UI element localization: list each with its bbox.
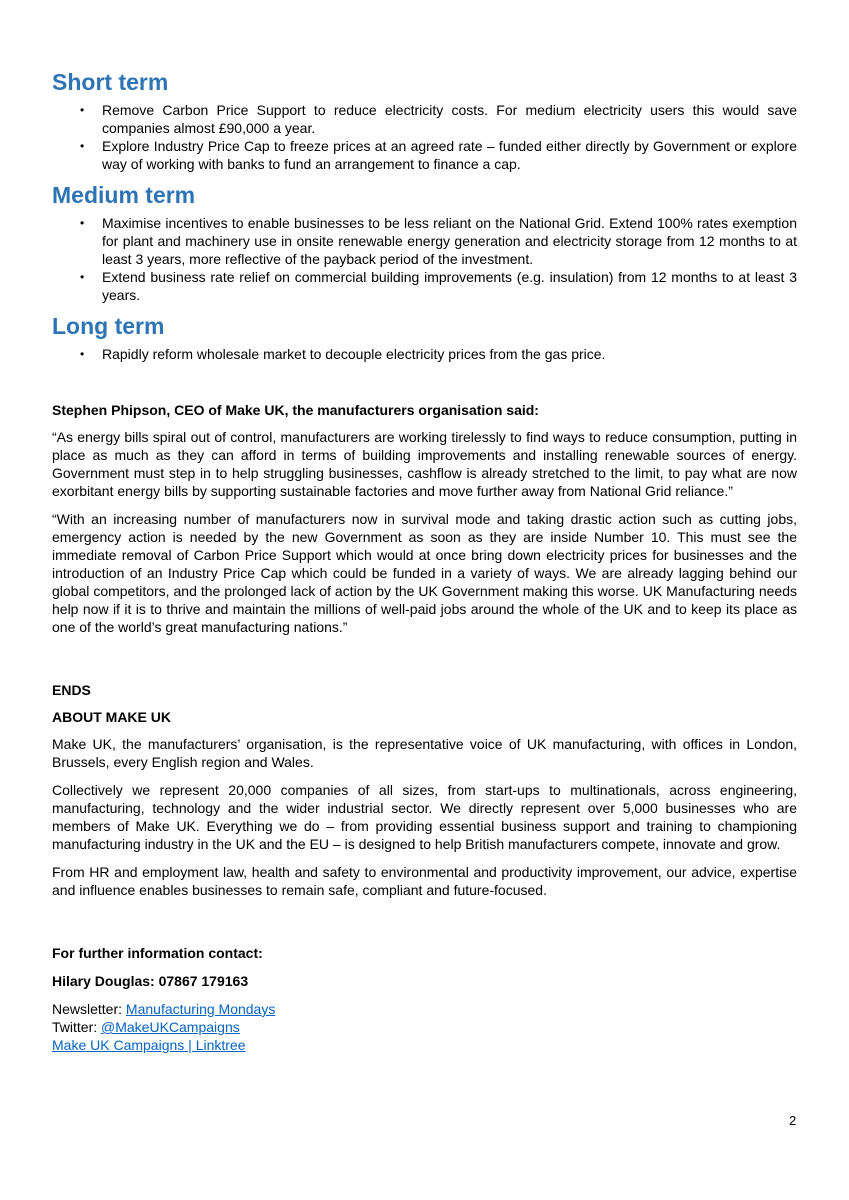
list-item: • Maximise incentives to enable businesses to be less reliant on the National Grid. Extend 100% rates exemption for plant and machinery use in onsite renewable energy generation and electricity storage from 12 months to at least 3 years, more reflective of the payback period of the investment.: [80, 215, 797, 267]
long-term-list: [52, 345, 797, 363]
twitter-link[interactable]: @MakeUKCampaigns: [101, 1019, 240, 1035]
bullet-icon: •: [80, 270, 85, 284]
list-item: • Rapidly reform wholesale market to decouple electricity prices from the gas price.: [80, 346, 606, 362]
quote-intro: Stephen Phipson, CEO of Make UK, the manufacturers organisation said:: [52, 402, 539, 418]
ends-label: ENDS: [52, 682, 91, 698]
quote-paragraph-2: “With an increasing number of manufacturers now in survival mode and taking drastic action such as cutting jobs, emergency action is needed by the new Government as soon as they are inside Number 10. This must see the immediate removal of Carbon Price Support which would at once bring down electricity prices for businesses and the introduction of an Industry Price Cap which could be funded in a variety of ways. We are already lagging behind our global competitors, and the prolonged lack of action by the UK Government making this worse. UK Manufacturing needs help now if it is to thrive and maintain the millions of well-paid jobs around the whole of the UK and to keep its place as one of the world’s great manufacturing nations.”: [52, 511, 797, 635]
bullet-icon: •: [80, 216, 85, 230]
about-paragraph-2: Collectively we represent 20,000 companies of all sizes, from start-ups to multinationals, across engineering, manufacturing, technology and the wider industrial sector. We directly represent over 5,000 businesses who are members of Make UK. Everything we do – from providing essential business support and training to championing manufacturing industry in the UK and the EU – is designed to help British manufacturers compete, innovate and grow.: [52, 782, 797, 852]
short-term-heading: Short term: [52, 69, 169, 95]
bullet-icon: •: [80, 347, 85, 361]
list-item: • Extend business rate relief on commercial building improvements (e.g. insulation) from 12 months to at least 3 years.: [80, 269, 797, 303]
about-paragraph-3: From HR and employment law, health and safety to environmental and productivity improvement, our advice, expertise and influence enables businesses to remain safe, compliant and future-focused.: [52, 864, 797, 898]
contact-heading: For further information contact:: [52, 945, 263, 961]
contact-person: Hilary Douglas: 07867 179163: [52, 973, 249, 989]
about-paragraph-1: Make UK, the manufacturers’ organisation, is the representative voice of UK manufacturing, with offices in London, Brussels, every English region and Wales.: [52, 736, 797, 770]
medium-term-heading: Medium term: [52, 182, 196, 208]
newsletter-link[interactable]: Manufacturing Mondays: [125, 1001, 276, 1017]
short-term-list: [52, 101, 797, 173]
linktree-link[interactable]: Make UK Campaigns | Linktree: [52, 1037, 246, 1053]
document-page: [52, 66, 797, 1054]
list-item: • Remove Carbon Price Support to reduce electricity costs. For medium electricity users this would save companies almost £90,000 a year.: [80, 102, 797, 136]
medium-term-list: [52, 214, 797, 304]
newsletter-line: Newsletter: Manufacturing Mondays: [52, 1001, 276, 1017]
page-number: 2: [789, 1113, 797, 1128]
twitter-line: Twitter: @MakeUKCampaigns: [52, 1019, 240, 1035]
bullet-icon: •: [80, 139, 85, 153]
linktree-line: [52, 1036, 797, 1054]
about-heading: ABOUT MAKE UK: [52, 709, 171, 725]
long-term-heading: Long term: [52, 313, 165, 339]
list-item: • Explore Industry Price Cap to freeze prices at an agreed rate – funded either directly by Government or explore way of working with banks to fund an arrangement to finance a cap.: [80, 138, 797, 172]
quote-paragraph-1: “As energy bills spiral out of control, manufacturers are working tirelessly to find ways to reduce consumption, putting in place as much as they can afford in terms of building improvements and installing renewable sources of energy. Government must step in to help struggling businesses, cashflow is already stretched to the limit, to pay what are now exorbitant energy bills by supporting sustainable factories and move further away from National Grid reliance.”: [52, 429, 797, 499]
bullet-icon: •: [80, 103, 85, 117]
